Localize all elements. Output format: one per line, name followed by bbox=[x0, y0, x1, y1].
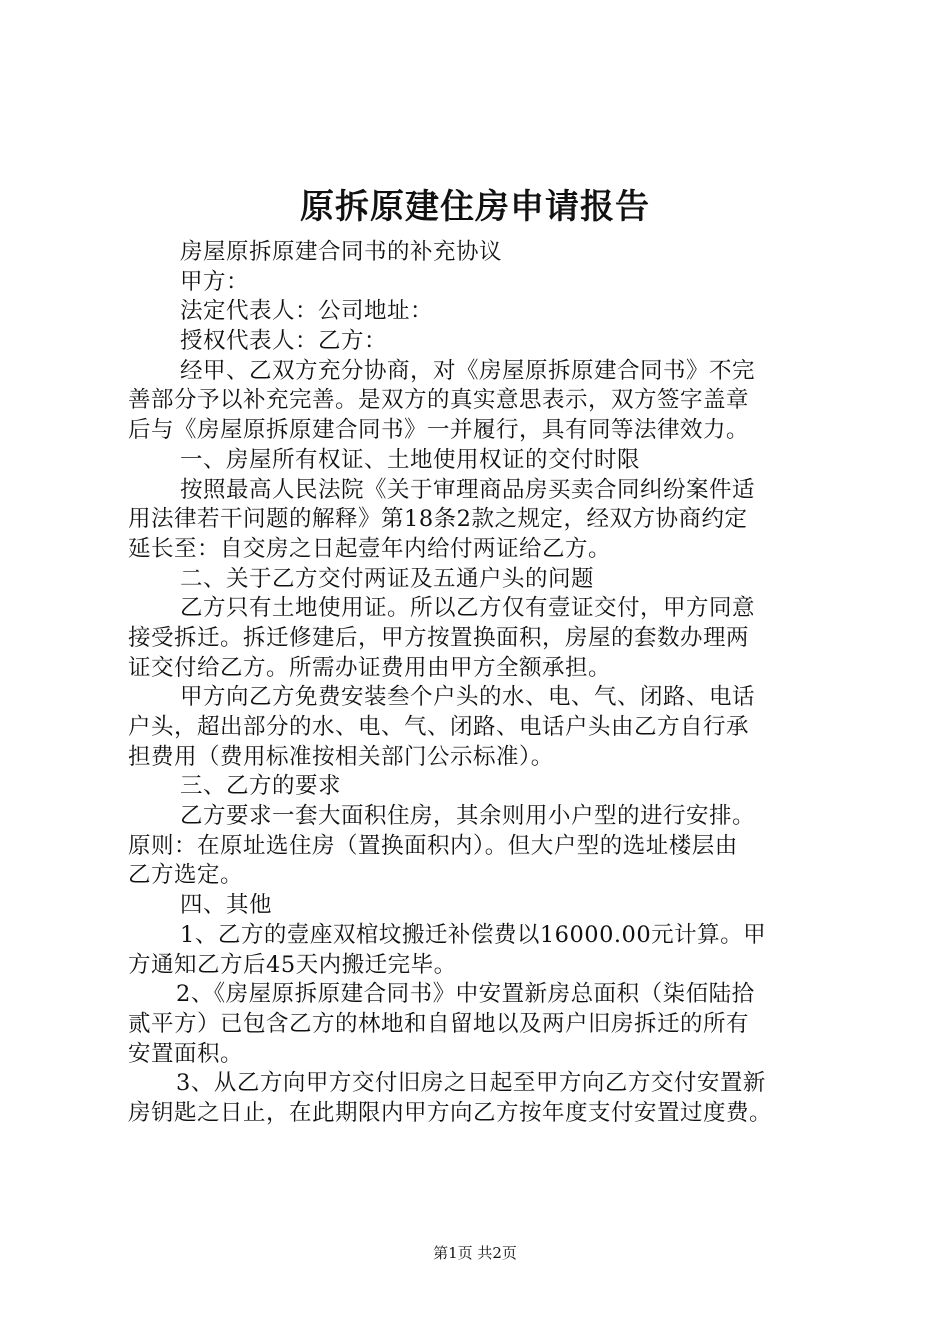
paragraph-line: 善部分予以补充完善。是双方的真实意思表示，双方签字盖章 bbox=[128, 387, 750, 414]
paragraph-line: 安置面积。 bbox=[128, 1040, 244, 1067]
paragraph-line: 接受拆迁。拆迁修建后，甲方按置换面积，房屋的套数办理两 bbox=[128, 624, 750, 651]
paragraph-line: 用法律若干问题的解释》第18条2款之规定，经双方协商约定 bbox=[128, 506, 748, 533]
page-footer: 第1页 共2页 bbox=[433, 1244, 517, 1262]
paragraph-line: 乙方选定。 bbox=[128, 862, 244, 889]
document-title: 原拆原建住房申请报告 bbox=[300, 187, 650, 227]
paragraph-line: 经甲、乙双方充分协商，对《房屋原拆原建合同书》不完 bbox=[180, 357, 756, 384]
paragraph-line: 2、《房屋原拆原建合同书》中安置新房总面积（柒佰陆拾 bbox=[176, 981, 755, 1008]
paragraph-line: 方通知乙方后45天内搬迁完毕。 bbox=[128, 951, 457, 978]
section-heading: 三、乙方的要求 bbox=[180, 773, 342, 800]
section-heading: 一、房屋所有权证、土地使用权证的交付时限 bbox=[180, 446, 641, 473]
paragraph-line: 贰平方）已包含乙方的林地和自留地以及两户旧房拆迁的所有 bbox=[128, 1010, 750, 1037]
paragraph-line: 乙方要求一套大面积住房，其余则用小户型的进行安排。 bbox=[180, 803, 756, 830]
paragraph-line: 1、乙方的壹座双棺坟搬迁补偿费以16000.00元计算。甲 bbox=[180, 921, 767, 948]
paragraph-line: 授权代表人：乙方： bbox=[180, 328, 388, 355]
section-heading: 四、其他 bbox=[180, 892, 273, 919]
paragraph-line: 户头，超出部分的水、电、气、闭路、电话户头由乙方自行承 bbox=[128, 714, 750, 740]
paragraph-line: 后与《房屋原拆原建合同书》一并履行，具有同等法律效力。 bbox=[128, 417, 750, 444]
paragraph-line: 3、从乙方向甲方交付旧房之日起至甲方向乙方交付安置新 bbox=[176, 1070, 766, 1097]
section-heading: 二、关于乙方交付两证及五通户头的问题 bbox=[180, 565, 595, 592]
paragraph-line: 乙方只有土地使用证。所以乙方仅有壹证交付，甲方同意 bbox=[180, 595, 756, 622]
paragraph-line: 担费用（费用标准按相关部门公示标准）。 bbox=[128, 743, 554, 770]
paragraph-line: 房钥匙之日止，在此期限内甲方向乙方按年度支付安置过度费。 bbox=[128, 1099, 773, 1126]
paragraph-line: 原则：在原址选住房（置换面积内）。但大户型的选址楼层由 bbox=[128, 832, 738, 859]
paragraph-line: 按照最高人民法院《关于审理商品房买卖合同纠纷案件适 bbox=[180, 476, 756, 503]
paragraph-line: 房屋原拆原建合同书的补充协议 bbox=[180, 239, 503, 265]
paragraph-line: 证交付给乙方。所需办证费用由甲方全额承担。 bbox=[128, 654, 612, 681]
paragraph-line: 甲方向乙方免费安装叁个户头的水、电、气、闭路、电话 bbox=[180, 684, 756, 711]
paragraph-line: 甲方： bbox=[180, 268, 250, 295]
document-body bbox=[128, 238, 830, 1129]
paragraph-line: 延长至：自交房之日起壹年内给付两证给乙方。 bbox=[128, 535, 612, 562]
paragraph-line: 法定代表人：公司地址： bbox=[180, 298, 434, 325]
